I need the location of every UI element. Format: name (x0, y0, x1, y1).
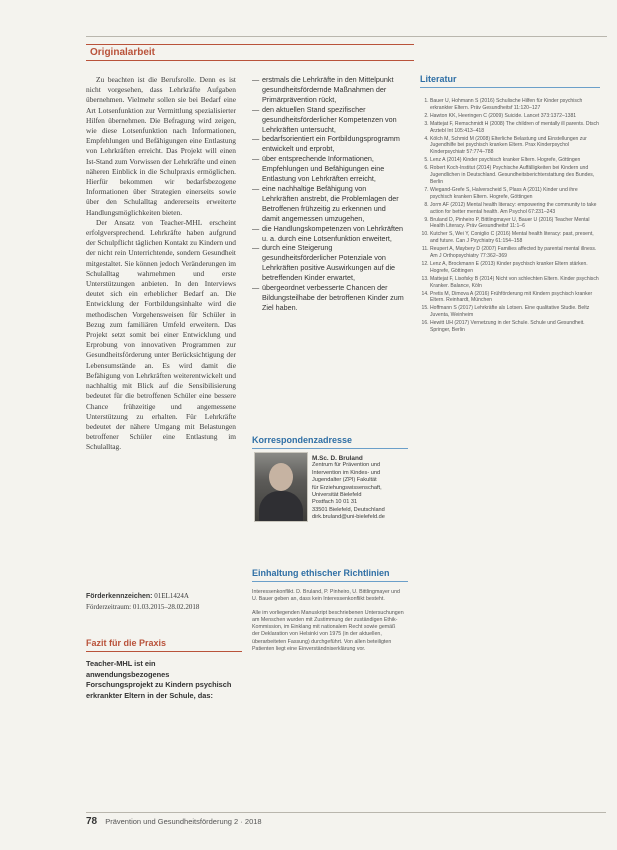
list-item: — über entsprechende Informationen, Empfehlungen und Befähigungen eine Entlastung von Lehrkräften erreicht, (252, 154, 404, 184)
page-number: 78 (86, 816, 98, 827)
literature-list (420, 98, 600, 335)
page-footer (86, 812, 606, 827)
body-column-left (86, 75, 236, 453)
reference-item: 3. Mattejat F, Remschmidt H (2008) The children of mentally ill parents. Dtsch Arztebl Int 105:413–418 (430, 121, 600, 135)
address-line: Zentrum für Prävention und (312, 462, 381, 469)
journal-title: Prävention und Gesundheitsförderung 2 · 2018 (105, 817, 262, 826)
correspondence-address (312, 455, 408, 522)
header-rule (86, 36, 607, 37)
funding-label: Förderkennzeichen: (86, 593, 153, 600)
reference-item: 8. Jorm AF (2012) Mental health literacy: empowering the community to take action for better mental health. Am Psychol 67:231–243 (430, 202, 600, 216)
funding-code: 01EL1424A (154, 592, 189, 600)
list-item: — erstmals die Lehrkräfte in den Mittelpunkt gesundheitsfördernde Maßnahmen der Primärprävention rückt, (252, 75, 404, 105)
literature-heading: Literatur (420, 74, 600, 88)
address-line: Universität Bielefeld (312, 492, 362, 499)
correspondence-heading: Korrespondenzadresse (252, 435, 408, 449)
list-item: — bedarfsorientiert ein Fortbildungsprogramm entwickelt und erprobt, (252, 134, 404, 154)
reference-item: 15. Hoffmann S (2017) Lehrkräfte als Lotsen. Eine qualitative Studie. Beltz Juventa, Weinheim (430, 305, 600, 319)
author-name: M.Sc. D. Bruland (312, 455, 363, 462)
author-photo (254, 452, 308, 522)
reference-item: 4. Kölch M, Schmid M (2008) Elterliche Belastung und Einstellungen zur Jugendhilfe bei psychisch kranken Eltern. Prax Kinderpsychol Kinderpsychiatr 57:774–788 (430, 136, 600, 157)
list-item: — übergeordnet verbesserte Chancen der Bildungsteilhabe der betroffenen Kinder zum Ziel haben. (252, 283, 404, 313)
reference-item: 6. Robert Koch-Institut (2014) Psychische Auffälligkeiten bei Kindern und Jugendlichen in Deutschland. Gesundheitsberichterstattung des Bundes, Berlin (430, 165, 600, 186)
reference-item: 13. Mattejat F, Lisofsky B (2014) Nicht von schlechten Eltern. Kinder psychisch Kranker. Balance, Köln (430, 276, 600, 290)
reference-item: 2. Hawton KK, Heeringen C (2009) Suicide. Lancet 373:1372–1381 (430, 113, 600, 120)
reference-item: 12. Lenz A, Brockmann E (2013) Kinder psychisch kranker Eltern stärken. Hogrefe, Göttingen (430, 261, 600, 275)
bullet-list (252, 75, 404, 313)
address-line: Intervention im Kindes- und (312, 469, 381, 476)
address-line: Postfach 10 01 31 (312, 499, 358, 506)
reference-item: 5. Lenz A (2014) Kinder psychisch kranker Eltern. Hogrefe, Göttingen (430, 157, 600, 164)
funding-period: Förderzeitraum: 01.03.2015–28.02.2018 (86, 603, 200, 611)
address-line: 33501 Bielefeld, Deutschland (312, 506, 385, 513)
reference-item: 7. Wiegand-Grefe S, Halverscheid S, Plass A (2011) Kinder und ihre psychisch kranken Eltern. Hogrefe, Göttingen (430, 187, 600, 201)
reference-item: 11. Reupert A, Maybery D (2007) Families affected by parental mental illness. Am J Orthopsychiatry 77:362–369 (430, 246, 600, 260)
reference-item: 1. Bauer U, Hohmann S (2016) Schulische Hilfen für Kinder psychisch erkrankter Eltern. Präv Gesundheitsf 11:120–127 (430, 98, 600, 112)
section-label: Originalarbeit (86, 44, 414, 61)
reference-item: 9. Bruland D, Pinheiro P, Bittlingmayer U, Bauer U (2016) Teacher Mental Health Literacy. Präv Gesundheitsf 11:1–6 (430, 217, 600, 231)
fazit-text: Teacher-MHL ist ein anwendungsbezogenes Forschungsprojekt zu Kindern psychisch erkrankter Eltern in der Schule, das: (86, 659, 232, 700)
list-item: — eine nachhaltige Befähigung von Lehrkräften anstrebt, die Problemlagen der Betroffenen frühzeitig zu erkennen und damit angemessen umzugehen, (252, 184, 404, 224)
address-line: für Erziehungswissenschaft, (312, 484, 382, 491)
email-link[interactable]: dirk.bruland@uni-bielefeld.de (312, 514, 385, 521)
reference-item: 16. Hewitt UH (2017) Vernetzung in der Schule. Schule und Gesundheit. Springer, Berlin (430, 320, 600, 334)
paragraph: Der Ansatz von Teacher-MHL erscheint erfolgversprechend. Lehrkräfte haben aufgrund der Schulpflicht täglichen Kontakt zu Kindern und der nicht rein Unterrichtende, sondern Gesundheit mitgestaltet. Sie können jedoch Veränderungen im Schulalltag wahrnehmen und erste Unterstützungen anbieten. In den Interviews deutet sich ein erheblicher Bedarf an. Die Entwicklung der Fortbildungsinhalte wird die methodischen Vorgehensweisen für Schüler in Bezug zum familiären Umfeld erweitern. Das Projekt setzt somit bei einer Entwicklung und Erprobung von innovativen Programmen zur Gesundheitsförderung unter Berücksichtigung der Lebensumstände an. Es wird damit die Befähigung von Lehrkräften weiterentwickelt und nachhaltig mit Blick auf die Sensibilisierung bedeutet für die betroffenen Schüler eine bessere Chance frühzeitige und angemessene Unterstützung zu erhalten. Für Lehrkräfte bedeutet der nähere Umgang mit Belastungen betroffener Schüler eine Entlastung im Schulalltag. (86, 217, 236, 452)
list-item: — durch eine Steigerung gesundheitsförderlicher Potenziale von Lehrkräften positive Auswirkungen auf die betreffenden Kinder erwartet, (252, 243, 404, 283)
ethics-statement: Alle im vorliegenden Manuskript beschriebenen Untersuchungen am Menschen wurden mit Zustimmung der zuständigen Ethik-Kommission, im Einklang mit nationalem Recht sowie gemäß der Deklaration von Helsinki von 1975 (in der aktuellen, überarbeiteten Fassung) durchgeführt. Von allen beteiligten Patienten liegt eine Einverständniserklärung vor. (252, 609, 404, 653)
address-line: Jugendalter (ZPI) Fakultät (312, 477, 377, 484)
ethics-heading: Einhaltung ethischer Richtlinien (252, 568, 408, 582)
list-item: — den aktuellen Stand spezifischer gesundheitsförderlicher Kompetenzen von Lehrkräften untersucht, (252, 105, 404, 135)
list-item: — die Handlungskompetenzen von Lehrkräften u. a. durch eine Lotsenfunktion erweitert, (252, 224, 404, 244)
reference-item: 10. Kutcher S, Wei Y, Coniglio C (2016) Mental health literacy: past, present, and future. Can J Psychiatry 61:154–158 (430, 231, 600, 245)
reference-item: 14. Pretis M, Dimova A (2016) Frühförderung mit Kindern psychisch kranker Eltern. Reinhardt, München (430, 291, 600, 305)
ethics-text (252, 589, 404, 659)
paragraph: Zu beachten ist die Berufsrolle. Denn es ist nicht vorgesehen, dass Lehrkräfte Aufgaben übernehmen. Vielmehr sollen sie bei Bedarf eine Art Lotsenfunktion zur Vermittlung spezialisierter Hilfen übernehmen. Die Befragung wird zeigen, wie diese Lotsenfunktion nach Informationen, Empfehlungen und Befähigungen eine Entlastung von Lehrkräften erreicht. Das Projekt will einen Ist-Stand zum Vorwissen der Lehrkräfte und einen näheren Einblick in die Schulpraxis ermöglichen. Hierfür bekommen wir bedarfsbezogene Informationen über Strategien einerseits sowie über den Schulalltag andererseits erweiterte Handlungsmöglichkeiten bieten. (86, 75, 236, 217)
body-column-middle (252, 75, 404, 313)
funding-info (86, 591, 242, 612)
conflict-statement: Interessenkonflikt. D. Bruland, P. Pinheiro, U. Bittlingmayer und U. Bauer geben an, dass kein Interessenkonflikt besteht. (252, 589, 400, 603)
fazit-heading: Fazit für die Praxis (86, 638, 242, 652)
